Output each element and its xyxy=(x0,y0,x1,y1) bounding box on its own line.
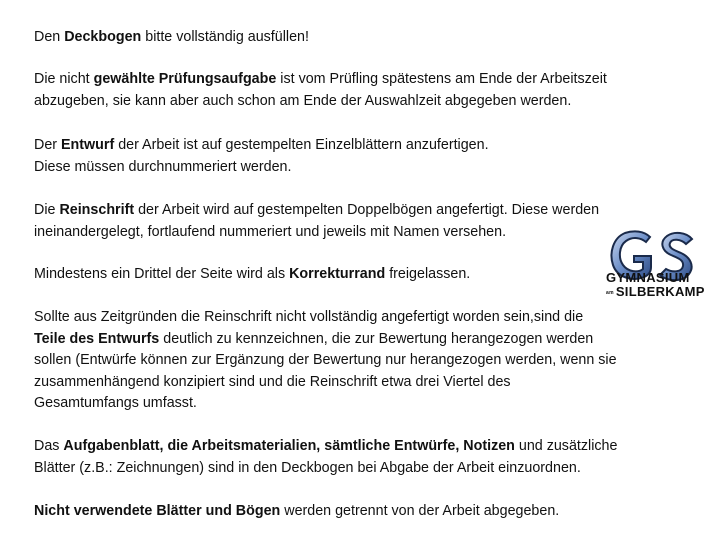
logo-line2-prefix: am xyxy=(606,289,614,296)
text-line xyxy=(34,501,559,523)
text-run: ineinandergelegt, fortlaufend nummeriert und jeweils mit Namen versehen. xyxy=(34,223,507,240)
text-run: Blätter (z.B.: Zeichnungen) sind in den Deckbogen bei Abgabe der Arbeit einzuordnen. xyxy=(34,459,581,476)
text-run: Die nicht xyxy=(34,71,94,87)
bold-text: Aufgabenblatt, die Arbeitsmaterialien, sämtliche Entwürfe, Notizen xyxy=(63,438,515,454)
text-run: Sollte aus Zeitgründen die Reinschrift nicht vollständig angefertigt worden sein,sind die xyxy=(34,309,584,325)
text-run: der Arbeit ist auf gestempelten Einzelblättern anzufertigen. xyxy=(114,137,489,153)
logo-line2 xyxy=(606,284,705,299)
paragraph-aufgabenblatt xyxy=(34,436,617,479)
text-line xyxy=(34,200,599,222)
text-line xyxy=(34,372,617,394)
text-run: der Arbeit wird auf gestempelten Doppelbögen angefertigt. Diese werden xyxy=(134,202,600,218)
bold-text: Deckbogen xyxy=(64,29,142,45)
text-line xyxy=(34,157,489,179)
text-line xyxy=(34,307,617,329)
text-run: und zusätzliche xyxy=(514,438,618,454)
text-run: sollen (Entwürfe können zur Ergänzung der Bewertung nur herangezogen werden, wenn sie xyxy=(34,352,617,368)
text-line xyxy=(34,329,617,351)
text-run: Mindestens ein Drittel der Seite wird als xyxy=(34,266,290,282)
bold-text: Korrekturrand xyxy=(289,266,386,282)
logo-line1: GYMNASIUM xyxy=(606,270,690,285)
logo-line2-text: SILBERKAMP xyxy=(615,284,705,299)
text-line xyxy=(34,436,617,458)
paragraph-entwurf xyxy=(34,135,489,178)
text-run: werden getrennt von der Arbeit abgegeben. xyxy=(280,503,560,519)
bold-text: gewählte Prüfungsaufgabe xyxy=(93,71,277,87)
text-run: deutlich zu kennzeichnen, die zur Bewertung herangezogen werden xyxy=(159,330,594,347)
text-line xyxy=(34,91,607,113)
bold-text: Teile des Entwurfs xyxy=(34,330,160,347)
text-run: Der xyxy=(34,137,62,153)
text-run: Diese müssen durchnummeriert werden. xyxy=(34,158,292,175)
text-line xyxy=(34,69,607,91)
text-run: Den xyxy=(34,29,65,45)
bold-text: Nicht verwendete Blätter und Bögen xyxy=(34,503,281,519)
text-line xyxy=(34,135,489,157)
text-line xyxy=(34,264,470,286)
text-line xyxy=(34,393,617,415)
paragraph-zeitgruende xyxy=(34,307,617,415)
text-run: Gesamtumfangs umfasst. xyxy=(34,395,197,411)
paragraph-deckbogen xyxy=(34,27,309,49)
text-run: bitte vollständig ausfüllen! xyxy=(141,29,309,45)
text-run: zusammenhängend konzipiert sind und die Reinschrift etwa drei Viertel des xyxy=(34,373,511,390)
text-line xyxy=(34,458,617,480)
bold-text: Entwurf xyxy=(61,137,115,153)
text-run: ist vom Prüfling spätestens am Ende der Arbeitszeit xyxy=(276,71,607,87)
text-run: Das xyxy=(34,438,64,454)
bold-text: Reinschrift xyxy=(59,202,135,218)
text-run: Die xyxy=(34,202,60,218)
text-run: freigelassen. xyxy=(385,266,471,282)
paragraph-pruefungsaufgabe xyxy=(34,69,607,112)
text-line xyxy=(34,350,617,372)
text-run: abzugeben, sie kann aber auch schon am Ende der Auswahlzeit abgegeben werden. xyxy=(34,92,572,109)
paragraph-korrekturrand xyxy=(34,264,470,286)
text-line xyxy=(34,27,309,49)
paragraph-reinschrift xyxy=(34,200,599,243)
paragraph-nicht-verwendete xyxy=(34,501,559,523)
text-line xyxy=(34,222,599,244)
